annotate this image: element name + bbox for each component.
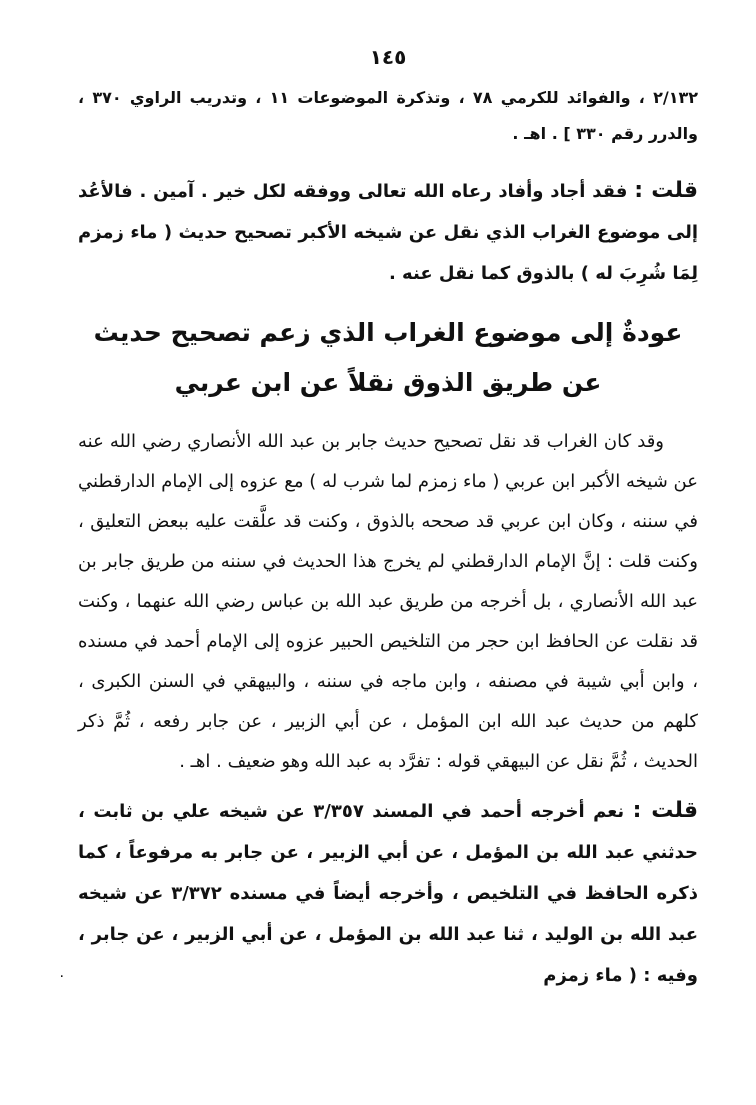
qult-label: قلت : (634, 178, 698, 203)
footnote-continuation: ٢/١٣٢ ، والفوائد للكرمي ٧٨ ، وتذكرة الموضوعات ١١ ، وتدريب الراوي ٣٧٠ ، والدرر رقم ٣٣٠ ] . اهـ . (78, 88, 699, 143)
stray-mark: ٠ (58, 968, 66, 984)
body-paragraph: وقد كان الغراب قد نقل تصحيح حديث جابر بن عبد الله الأنصاري رضي الله عنه عن شيخه الأكبر ابن عربي ( ماء زمزم لما شرب له ) مع عزوه إلى الإمام الدارقطني في سننه ، وكان ابن عربي قد صححه بالذوق ، وكنت قد علَّقت عليه ببعض التعليق ، وكنت قلت : إنَّ الإمام الدارقطني لم يخرج هذا الحديث في سننه من طريق جابر بن عبد الله الأنصاري ، بل أخرجه من طريق عبد الله بن عباس رضي الله عنهما ، وكنت قد نقلت عن الحافظ ابن حجر من التلخيص الحبير عزوه إلى الإمام أحمد في مسنده ، وابن أبي شيبة في مصنفه ، وابن ماجه في سننه ، والبيهقي في السنن الكبرى ، كلهم من حديث عبد الله ابن المؤمل ، عن أبي الزبير ، عن جابر رفعه ، ثُمَّ ذكر الحديث ، ثُمَّ نقل عن البيهقي قوله : تفرَّد به عبد الله وهو ضعيف . اهـ . (78, 431, 698, 772)
qult-paragraph-1 (78, 170, 698, 294)
section-heading-line-1: عودةٌ إلى موضوع الغراب الذي زعم تصحيح حديث (93, 318, 683, 347)
section-heading-line-2: عن طريق الذوق نقلاً عن ابن عربي (174, 368, 602, 397)
qult-paragraph-2 (78, 790, 698, 996)
qult-text: نعم أخرجه أحمد في المسند ٣/٣٥٧ عن شيخه علي بن ثابت ، حدثني عبد الله بن المؤمل ، عن أبي الزبير ، عن جابر به مرفوعاً ، كما ذكره الحافظ في التلخيص ، وأخرجه أيضاً في مسنده ٣/٣٧٢ عن شيخه عبد الله بن الوليد ، ثنا عبد الله بن المؤمل ، عن أبي الزبير ، عن جابر ، وفيه : ( ماء زمزم (78, 801, 699, 986)
qult-label: قلت : (632, 798, 698, 823)
qult-text: فقد أجاد وأفاد رعاه الله تعالى ووفقه لكل خير . آمين . فالأعُد إلى موضوع الغراب الذي نقل عن شيخه الأكبر تصحيح حديث ( ماء زمزم لِمَا شُرِبَ له ) بالذوق كما نقل عنه . (78, 181, 698, 284)
page-number: ١٤٥ (369, 45, 407, 69)
section-heading (78, 308, 698, 408)
